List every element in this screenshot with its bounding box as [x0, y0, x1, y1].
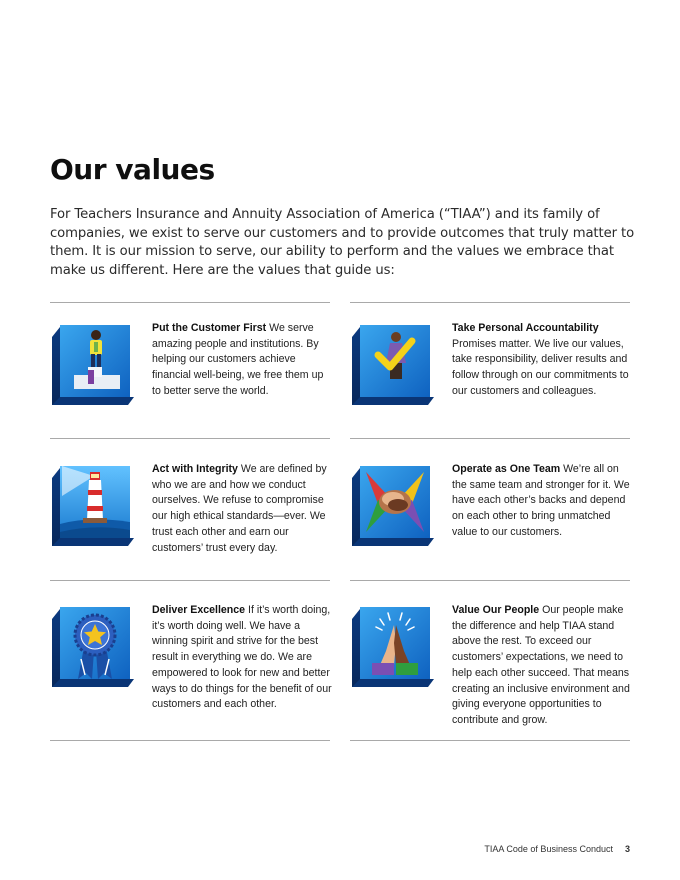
divider — [350, 302, 630, 303]
value-body: Our people make the difference and help TIAA stand above the rest. To exceed our customers’ expectations, we need to help each other succeed. That means creating an inclusive environment and giving everyone opportunities to contribute and grow. — [452, 604, 630, 726]
value-text — [152, 462, 334, 556]
divider — [350, 740, 630, 741]
value-body: If it’s worth doing, it’s worth doing well. We have a winning spirit and strive for the best result in everything we do. We are empowered to look for new and better ways to do things for the benefit of our customers and each other. — [152, 604, 332, 711]
value-text — [152, 603, 334, 713]
award-ribbon-icon — [50, 603, 134, 687]
divider — [50, 580, 330, 581]
checkmark-person-icon — [350, 321, 434, 405]
value-body: We serve amazing people and institutions. By helping our customers achieve financial well-being, we free them up to better serve the world. — [152, 322, 324, 397]
divider — [350, 438, 630, 439]
divider — [50, 438, 330, 439]
value-heading: Take Personal Accountability — [452, 322, 599, 334]
lighthouse-icon — [50, 462, 134, 546]
value-heading: Operate as One Team — [452, 463, 561, 475]
divider — [50, 740, 330, 741]
high-five-icon — [350, 603, 434, 687]
value-heading: Value Our People — [452, 604, 540, 616]
value-text — [152, 321, 334, 400]
value-body: Promises matter. We live our values, take responsibility, deliver results and follow through on our commitments to our customers and colleagues. — [452, 337, 629, 397]
value-heading: Act with Integrity — [152, 463, 238, 475]
value-text — [452, 462, 634, 541]
value-body: We’re all on the same team and stronger for it. We have each other’s backs and depend on each other to bring unmatched value to our customers. — [452, 463, 630, 538]
page-footer — [484, 844, 630, 854]
page-title: Our values — [50, 153, 215, 186]
value-text — [452, 321, 634, 400]
podium-person-icon — [50, 321, 134, 405]
value-heading: Put the Customer First — [152, 322, 267, 334]
divider — [50, 302, 330, 303]
footer-doc-name: TIAA Code of Business Conduct — [484, 844, 613, 854]
value-body: We are defined by who we are and how we conduct ourselves. We refuse to compromise our high ethical standards—ever. We trust each other and earn our customers’ trust every day. — [152, 463, 327, 554]
stacked-hands-icon — [350, 462, 434, 546]
value-text — [452, 603, 634, 729]
intro-paragraph: For Teachers Insurance and Annuity Association of America (“TIAA”) and its family of companies, we exist to serve our customers and to provide outcomes that truly matter to them. It is our mission to serve, our ability to perform and the values we embrace that make us different. Here are the values that guide us: — [50, 207, 635, 278]
page-number: 3 — [624, 844, 630, 854]
value-heading: Deliver Excellence — [152, 604, 246, 616]
divider — [350, 580, 630, 581]
